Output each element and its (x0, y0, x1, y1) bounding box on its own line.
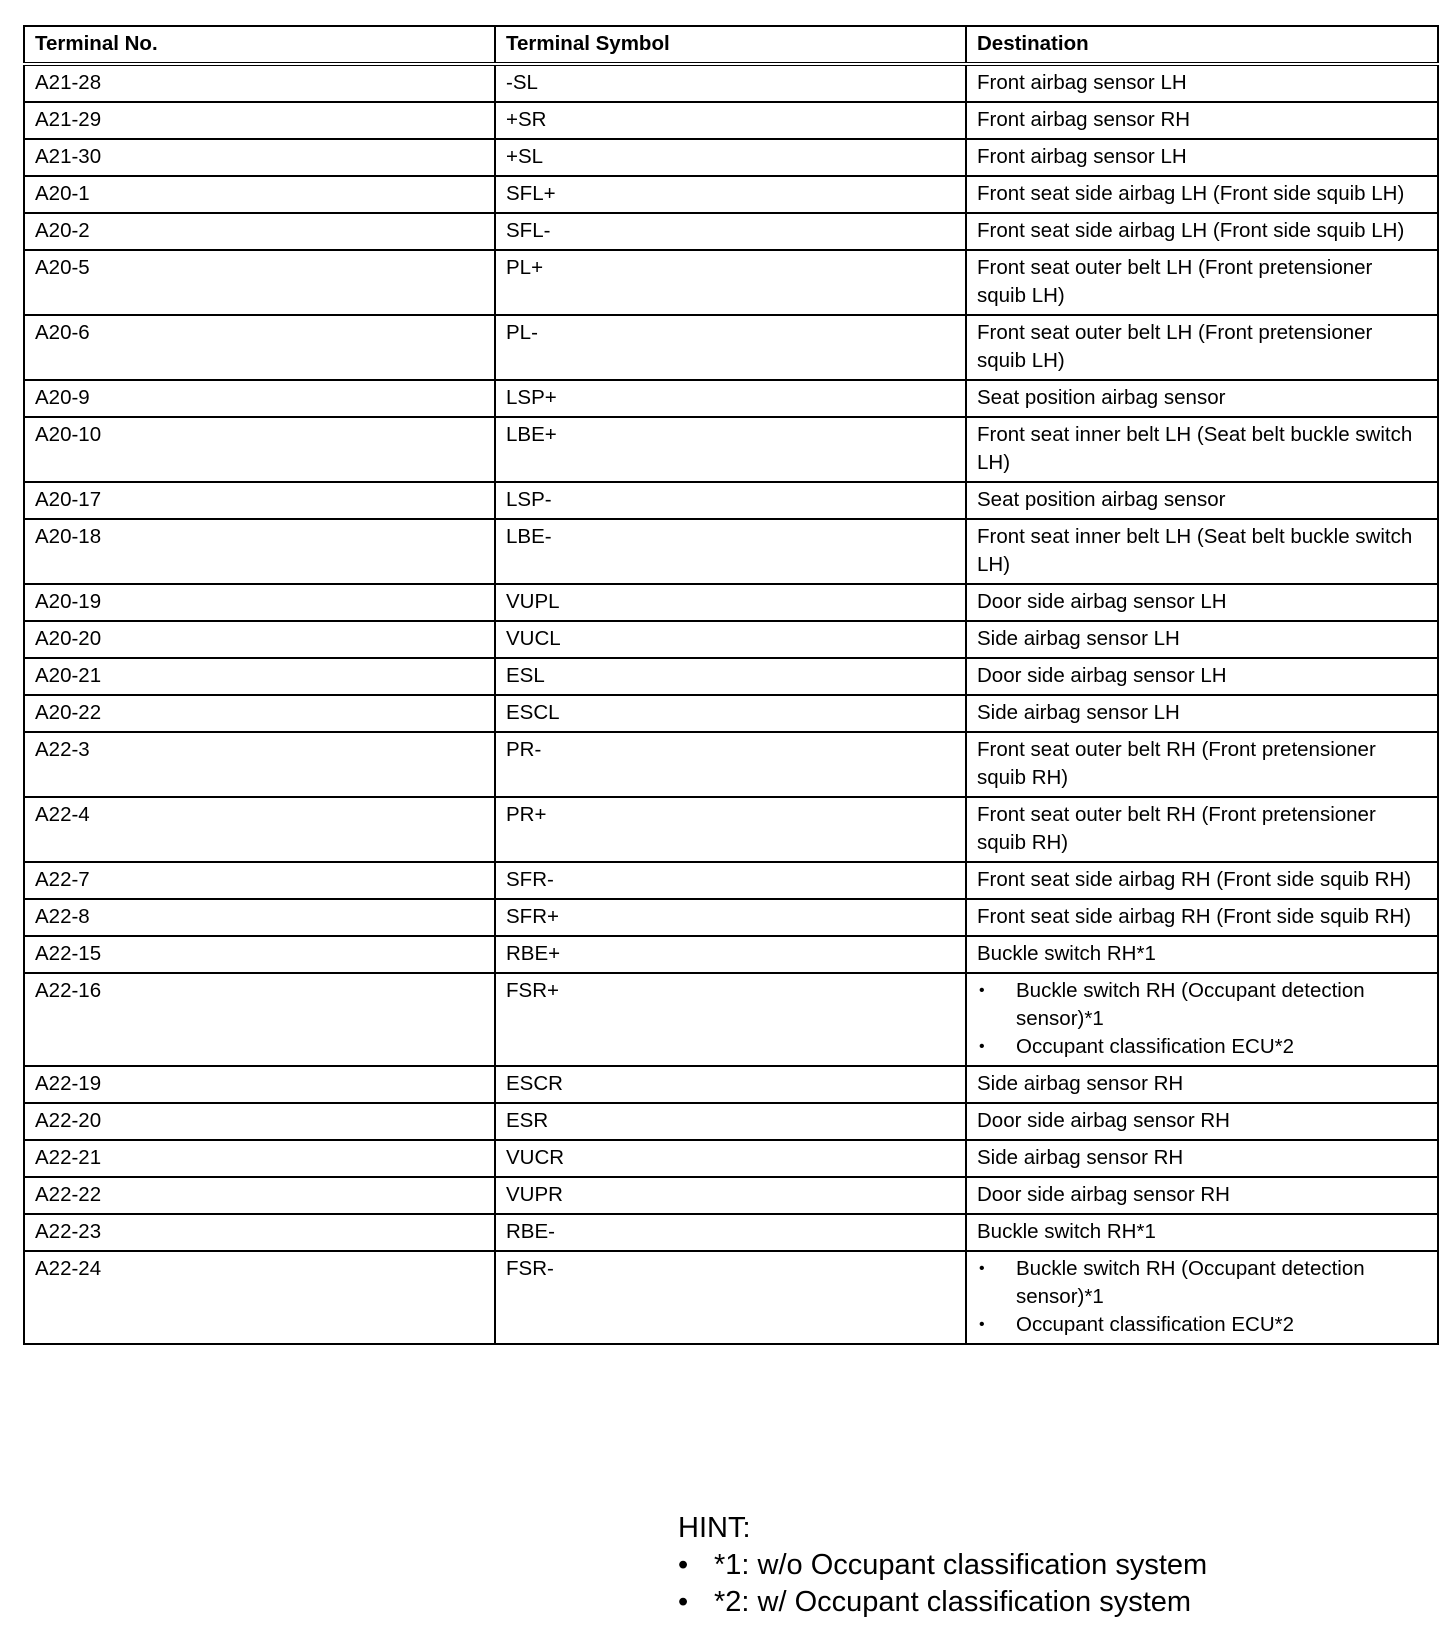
cell-terminal-symbol: PR- (495, 732, 966, 797)
table-row (24, 658, 1438, 695)
cell-destination: Door side airbag sensor RH (966, 1103, 1438, 1140)
cell-terminal-no: A22-22 (24, 1177, 495, 1214)
hint-item (678, 1547, 1207, 1584)
header-terminal-no: Terminal No. (24, 26, 495, 64)
cell-terminal-symbol: SFL+ (495, 176, 966, 213)
cell-terminal-no: A20-21 (24, 658, 495, 695)
cell-terminal-symbol: SFR+ (495, 899, 966, 936)
cell-terminal-symbol: PL- (495, 315, 966, 380)
cell-destination: Front seat side airbag RH (Front side squib RH) (966, 899, 1438, 936)
cell-terminal-symbol: RBE- (495, 1214, 966, 1251)
cell-terminal-no: A22-23 (24, 1214, 495, 1251)
cell-destination: Front seat side airbag LH (Front side squib LH) (966, 213, 1438, 250)
table-row (24, 1103, 1438, 1140)
destination-list-item (977, 1311, 1427, 1339)
cell-terminal-symbol: -SL (495, 64, 966, 102)
cell-terminal-no: A21-30 (24, 139, 495, 176)
cell-terminal-symbol: LBE- (495, 519, 966, 584)
table-row (24, 797, 1438, 862)
table-header-row (24, 26, 1438, 64)
cell-terminal-symbol: SFL- (495, 213, 966, 250)
table-row (24, 1177, 1438, 1214)
cell-terminal-symbol: FSR+ (495, 973, 966, 1066)
cell-destination: Front airbag sensor LH (966, 64, 1438, 102)
cell-destination: Seat position airbag sensor (966, 482, 1438, 519)
destination-list-item-text: Occupant classification ECU*2 (1016, 1313, 1295, 1336)
cell-terminal-symbol: ESCL (495, 695, 966, 732)
cell-destination: Buckle switch RH*1 (966, 936, 1438, 973)
cell-terminal-no: A22-19 (24, 1066, 495, 1103)
cell-terminal-no: A20-9 (24, 380, 495, 417)
destination-list-item-text: Occupant classification ECU*2 (1016, 1035, 1295, 1058)
cell-terminal-no: A20-6 (24, 315, 495, 380)
cell-terminal-no: A22-7 (24, 862, 495, 899)
hint-item-text: *1: w/o Occupant classification system (714, 1549, 1208, 1581)
cell-terminal-symbol: ESL (495, 658, 966, 695)
table-row (24, 1140, 1438, 1177)
cell-terminal-no: A22-24 (24, 1251, 495, 1344)
table-row (24, 732, 1438, 797)
cell-terminal-no: A22-20 (24, 1103, 495, 1140)
bullet-icon: • (979, 982, 985, 999)
destination-list-item (977, 1255, 1427, 1311)
table-row (24, 519, 1438, 584)
cell-terminal-no: A20-19 (24, 584, 495, 621)
table-row (24, 936, 1438, 973)
bullet-icon: • (979, 1038, 985, 1055)
cell-terminal-no: A22-8 (24, 899, 495, 936)
table-row (24, 584, 1438, 621)
cell-terminal-symbol: PL+ (495, 250, 966, 315)
cell-terminal-no: A20-18 (24, 519, 495, 584)
hint-item (678, 1584, 1207, 1621)
hint-title: HINT: (678, 1512, 751, 1544)
destination-list-item (977, 1033, 1427, 1061)
cell-terminal-symbol: FSR- (495, 1251, 966, 1344)
destination-list-item-text: Buckle switch RH (Occupant detection sensor)*1 (1016, 979, 1365, 1030)
cell-destination: Side airbag sensor RH (966, 1066, 1438, 1103)
bullet-icon: • (678, 1586, 689, 1618)
destination-list-item-text: Buckle switch RH (Occupant detection sensor)*1 (1016, 1257, 1365, 1308)
cell-terminal-symbol: +SR (495, 102, 966, 139)
destination-list (977, 977, 1427, 1061)
bullet-icon: • (979, 1260, 985, 1277)
cell-destination: Front seat outer belt LH (Front pretensioner squib LH) (966, 250, 1438, 315)
destination-list-item (977, 977, 1427, 1033)
cell-terminal-symbol: PR+ (495, 797, 966, 862)
bullet-icon: • (979, 1316, 985, 1333)
cell-terminal-symbol: LSP+ (495, 380, 966, 417)
table-row (24, 64, 1438, 102)
cell-terminal-no: A21-28 (24, 64, 495, 102)
table-row (24, 176, 1438, 213)
cell-destination: Front airbag sensor RH (966, 102, 1438, 139)
cell-destination: Front seat outer belt RH (Front pretensioner squib RH) (966, 797, 1438, 862)
cell-destination: Front seat outer belt RH (Front pretensioner squib RH) (966, 732, 1438, 797)
cell-destination: Door side airbag sensor RH (966, 1177, 1438, 1214)
table-row (24, 1066, 1438, 1103)
cell-destination (966, 973, 1438, 1066)
terminal-table (23, 25, 1439, 1345)
hint-list (678, 1547, 1207, 1621)
cell-terminal-symbol: LSP- (495, 482, 966, 519)
table-row (24, 315, 1438, 380)
cell-destination: Door side airbag sensor LH (966, 658, 1438, 695)
hint-item-text: *2: w/ Occupant classification system (714, 1586, 1192, 1618)
cell-terminal-no: A21-29 (24, 102, 495, 139)
cell-destination: Seat position airbag sensor (966, 380, 1438, 417)
cell-terminal-symbol: VUPL (495, 584, 966, 621)
cell-terminal-no: A20-2 (24, 213, 495, 250)
table-row (24, 139, 1438, 176)
table-row (24, 621, 1438, 658)
table-row (24, 1251, 1438, 1344)
header-terminal-symbol: Terminal Symbol (495, 26, 966, 64)
cell-terminal-symbol: +SL (495, 139, 966, 176)
table-row (24, 973, 1438, 1066)
table-row (24, 695, 1438, 732)
cell-terminal-symbol: VUCR (495, 1140, 966, 1177)
cell-terminal-symbol: VUCL (495, 621, 966, 658)
table-row (24, 102, 1438, 139)
cell-destination: Front seat side airbag LH (Front side squib LH) (966, 176, 1438, 213)
cell-terminal-symbol: RBE+ (495, 936, 966, 973)
cell-destination: Front seat side airbag RH (Front side squib RH) (966, 862, 1438, 899)
cell-terminal-no: A22-16 (24, 973, 495, 1066)
cell-destination: Side airbag sensor RH (966, 1140, 1438, 1177)
cell-destination (966, 1251, 1438, 1344)
cell-destination: Front seat inner belt LH (Seat belt buckle switch LH) (966, 417, 1438, 482)
table-row (24, 250, 1438, 315)
cell-terminal-no: A20-20 (24, 621, 495, 658)
table-row (24, 380, 1438, 417)
cell-destination: Side airbag sensor LH (966, 695, 1438, 732)
destination-list (977, 1255, 1427, 1339)
cell-destination: Front seat outer belt LH (Front pretensioner squib LH) (966, 315, 1438, 380)
cell-terminal-no: A20-1 (24, 176, 495, 213)
cell-terminal-symbol: VUPR (495, 1177, 966, 1214)
table-row (24, 862, 1438, 899)
table-body (24, 64, 1438, 1344)
cell-terminal-no: A22-3 (24, 732, 495, 797)
table-row (24, 482, 1438, 519)
cell-terminal-no: A22-21 (24, 1140, 495, 1177)
table-row (24, 1214, 1438, 1251)
cell-terminal-no: A22-15 (24, 936, 495, 973)
bullet-icon: • (678, 1549, 689, 1581)
header-destination: Destination (966, 26, 1438, 64)
cell-terminal-symbol: ESR (495, 1103, 966, 1140)
cell-terminal-no: A20-22 (24, 695, 495, 732)
cell-destination: Door side airbag sensor LH (966, 584, 1438, 621)
cell-destination: Front seat inner belt LH (Seat belt buckle switch LH) (966, 519, 1438, 584)
cell-terminal-symbol: ESCR (495, 1066, 966, 1103)
cell-terminal-symbol: LBE+ (495, 417, 966, 482)
cell-terminal-no: A22-4 (24, 797, 495, 862)
cell-terminal-no: A20-5 (24, 250, 495, 315)
table-row (24, 417, 1438, 482)
cell-terminal-no: A20-10 (24, 417, 495, 482)
table-row (24, 899, 1438, 936)
hint-section (678, 1510, 1207, 1621)
cell-terminal-symbol: SFR- (495, 862, 966, 899)
cell-terminal-no: A20-17 (24, 482, 495, 519)
cell-destination: Front airbag sensor LH (966, 139, 1438, 176)
cell-destination: Buckle switch RH*1 (966, 1214, 1438, 1251)
table-row (24, 213, 1438, 250)
cell-destination: Side airbag sensor LH (966, 621, 1438, 658)
